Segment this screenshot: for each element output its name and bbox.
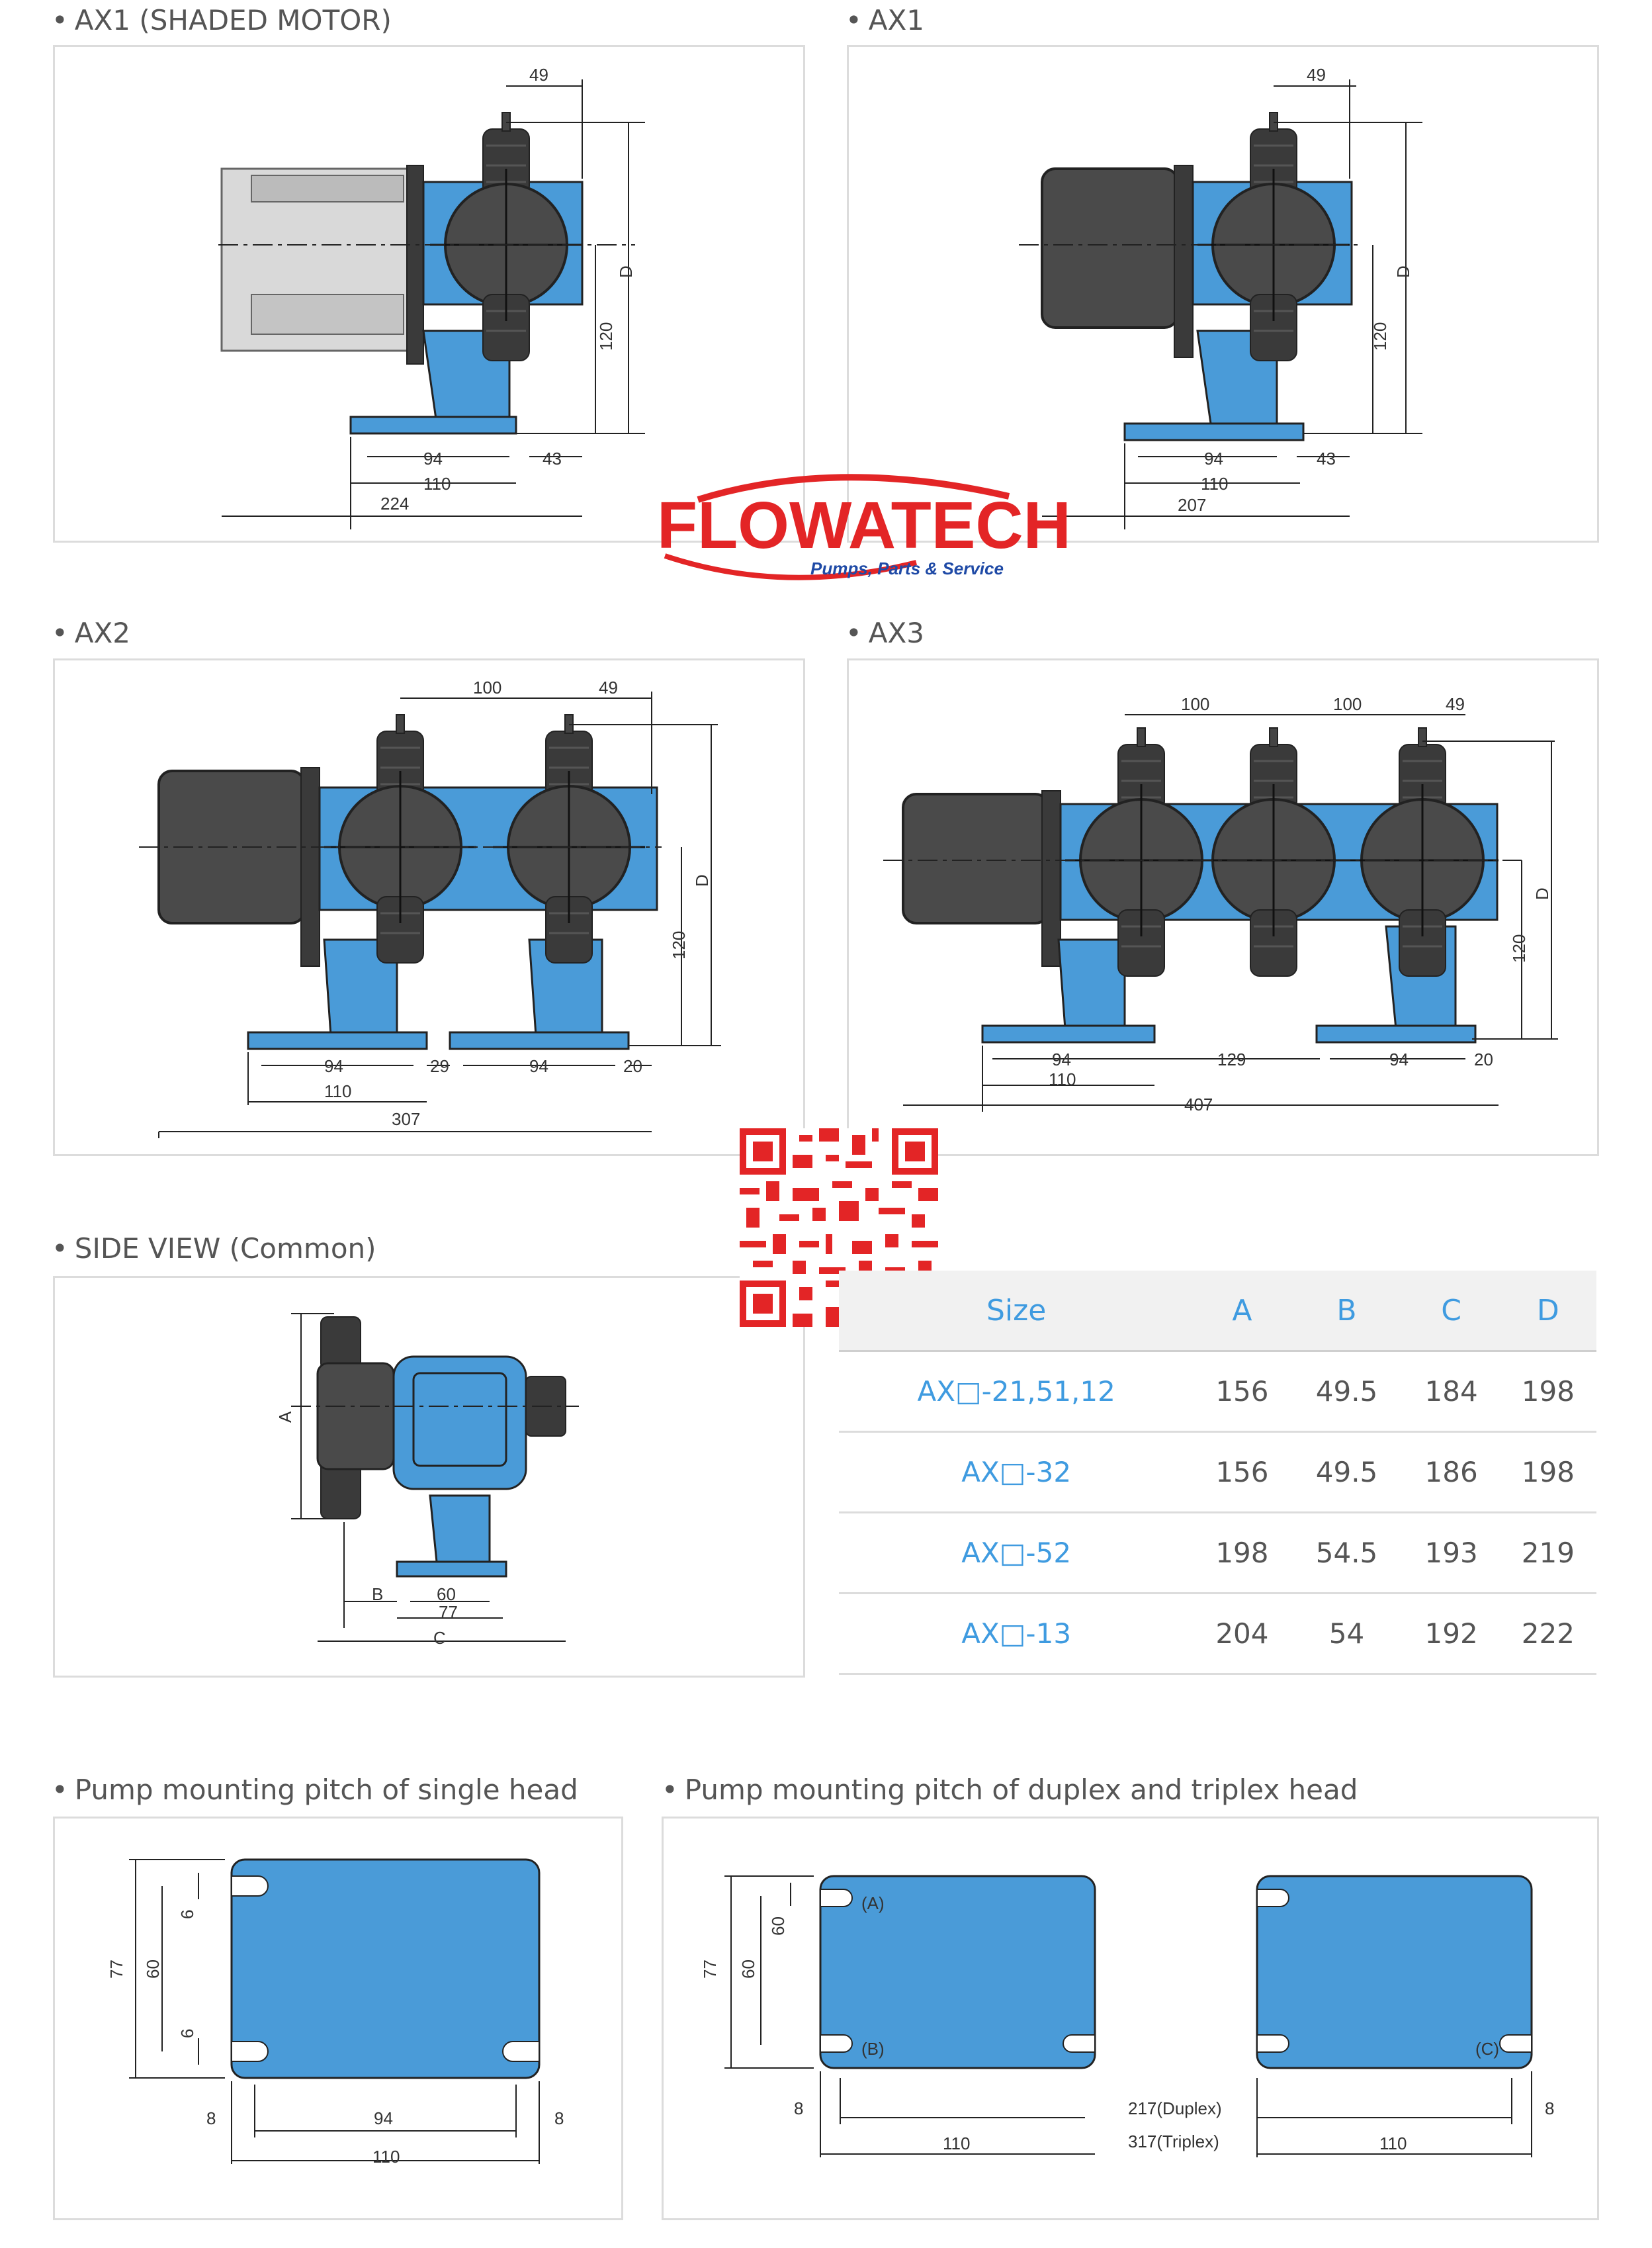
side-view-drawing: [291, 1314, 579, 1641]
table-row: [839, 1351, 1596, 1432]
section-title-multi-pitch: • Pump mounting pitch of duplex and triplex head: [662, 1774, 1358, 1806]
dim-ax3-offset: 20: [1474, 1050, 1493, 1069]
dim-ax3-pitch2: 100: [1333, 694, 1362, 714]
cell-model: AX□-52: [839, 1513, 1194, 1594]
logo-tagline: Pumps, Parts & Service: [810, 559, 1004, 578]
dim-ax3-d: D: [1532, 887, 1552, 900]
dim-ax2-top: 49: [599, 678, 618, 697]
dim-ax1s-offset: 43: [543, 449, 562, 469]
cell-a: 156: [1194, 1432, 1290, 1513]
header-a: A: [1194, 1271, 1290, 1351]
dim-side-b: B: [372, 1584, 384, 1604]
dim-ax3-h: 120: [1509, 934, 1529, 963]
dim-side-c: C: [433, 1628, 446, 1648]
cell-c: 184: [1403, 1351, 1500, 1432]
dim-ax1s-d: D: [616, 265, 636, 278]
section-title-side-view: • SIDE VIEW (Common): [52, 1232, 376, 1265]
section-title-ax3: • AX3: [846, 617, 925, 649]
cell-d: 198: [1500, 1351, 1596, 1432]
table-row: [839, 1432, 1596, 1513]
dim-single-94: 94: [374, 2108, 393, 2128]
dim-multi-77: 77: [700, 1959, 720, 1979]
cell-c: 186: [1403, 1432, 1500, 1513]
dim-ax2-base-b: 94: [529, 1056, 548, 1076]
header-size: Size: [839, 1271, 1194, 1351]
dim-ax1-top: 49: [1307, 65, 1326, 85]
cell-d: 219: [1500, 1513, 1596, 1594]
dim-ax3-base2: 110: [1049, 1069, 1076, 1089]
cell-c: 192: [1403, 1594, 1500, 1674]
header-c: C: [1403, 1271, 1500, 1351]
cell-b: 54: [1291, 1594, 1403, 1674]
header-d: D: [1500, 1271, 1596, 1351]
table-row: [839, 1513, 1596, 1594]
dim-side-60: 60: [437, 1584, 456, 1604]
section-title-ax2: • AX2: [52, 617, 131, 649]
cell-model: AX□-21,51,12: [839, 1351, 1194, 1432]
dim-ax1-base2: 110: [1201, 474, 1229, 494]
dim-ax1-total: 207: [1178, 495, 1207, 515]
dim-ax1s-total: 224: [380, 494, 410, 514]
dim-ax2-h: 120: [669, 930, 689, 960]
cell-b: 49.5: [1291, 1432, 1403, 1513]
dim-multi-60: 60: [738, 1959, 758, 1979]
dim-side-a: A: [275, 1411, 295, 1423]
dim-ax1s-base2: 110: [423, 474, 451, 494]
section-title-ax1: • AX1: [846, 4, 925, 36]
logo-name: FLOWATECH: [657, 488, 1071, 562]
dim-multi-left8: 8: [794, 2098, 804, 2118]
label-multi-a: (A): [861, 1893, 885, 1913]
cell-b: 54.5: [1291, 1513, 1403, 1594]
dim-multi-110b: 110: [1379, 2134, 1407, 2153]
dim-ax3-mid: 129: [1217, 1050, 1246, 1069]
dim-multi-triplex: 317(Triplex): [1128, 2132, 1219, 2151]
cell-model: AX□-13: [839, 1594, 1194, 1674]
dim-ax1s-h: 120: [596, 322, 616, 351]
cell-c: 193: [1403, 1513, 1500, 1594]
dim-single-right8: 8: [554, 2108, 564, 2128]
dim-single-6a: 6: [177, 1909, 197, 1919]
header-b: B: [1291, 1271, 1403, 1351]
cell-b: 49.5: [1291, 1351, 1403, 1432]
cell-d: 198: [1500, 1432, 1596, 1513]
dim-single-110: 110: [372, 2147, 400, 2167]
dimension-table: [839, 1271, 1596, 1675]
dim-ax3-total: 407: [1184, 1095, 1213, 1114]
dim-single-left8: 8: [206, 2108, 216, 2128]
flowatech-logo: [652, 463, 1071, 586]
dim-single-6b: 6: [177, 2028, 197, 2038]
label-multi-b: (B): [861, 2039, 885, 2059]
dim-ax3-base-b: 94: [1389, 1050, 1409, 1069]
cell-d: 222: [1500, 1594, 1596, 1674]
section-title-ax1-shaded: • AX1 (SHADED MOTOR): [52, 4, 392, 36]
cell-a: 204: [1194, 1594, 1290, 1674]
dim-ax1s-top: 49: [529, 65, 548, 85]
section-title-single-pitch: • Pump mounting pitch of single head: [52, 1774, 578, 1806]
dim-ax2-pitch: 100: [473, 678, 502, 697]
dim-ax2-base2: 110: [324, 1081, 352, 1101]
dim-single-60: 60: [143, 1959, 163, 1979]
dim-ax1-base: 94: [1204, 449, 1223, 469]
label-multi-c: (C): [1475, 2039, 1500, 2059]
dim-ax2-total: 307: [392, 1109, 421, 1129]
dim-side-77: 77: [439, 1602, 458, 1622]
dim-ax2-base: 94: [324, 1056, 343, 1076]
cell-model: AX□-32: [839, 1432, 1194, 1513]
dim-ax1-offset: 43: [1317, 449, 1336, 469]
dim-multi-right8: 8: [1545, 2098, 1555, 2118]
single-pitch-drawing: [129, 1860, 539, 2164]
dim-ax3-top: 49: [1446, 694, 1465, 714]
dim-ax1-h: 120: [1370, 322, 1390, 351]
table-row: [839, 1594, 1596, 1674]
dim-multi-60-small: 60: [768, 1916, 788, 1936]
dim-multi-duplex: 217(Duplex): [1128, 2098, 1222, 2118]
dim-ax2-gap: 29: [430, 1056, 449, 1076]
dim-multi-110a: 110: [943, 2134, 971, 2153]
dim-ax3-base: 94: [1052, 1050, 1071, 1069]
dim-ax3-pitch1: 100: [1181, 694, 1210, 714]
dim-single-77: 77: [107, 1959, 126, 1979]
cell-a: 156: [1194, 1351, 1290, 1432]
dim-ax2-offset: 20: [623, 1056, 642, 1076]
dim-ax1s-base: 94: [423, 449, 443, 469]
table-header-row: [839, 1271, 1596, 1351]
dim-ax2-d: D: [692, 874, 712, 887]
cell-a: 198: [1194, 1513, 1290, 1594]
dim-ax1-d: D: [1393, 265, 1413, 278]
